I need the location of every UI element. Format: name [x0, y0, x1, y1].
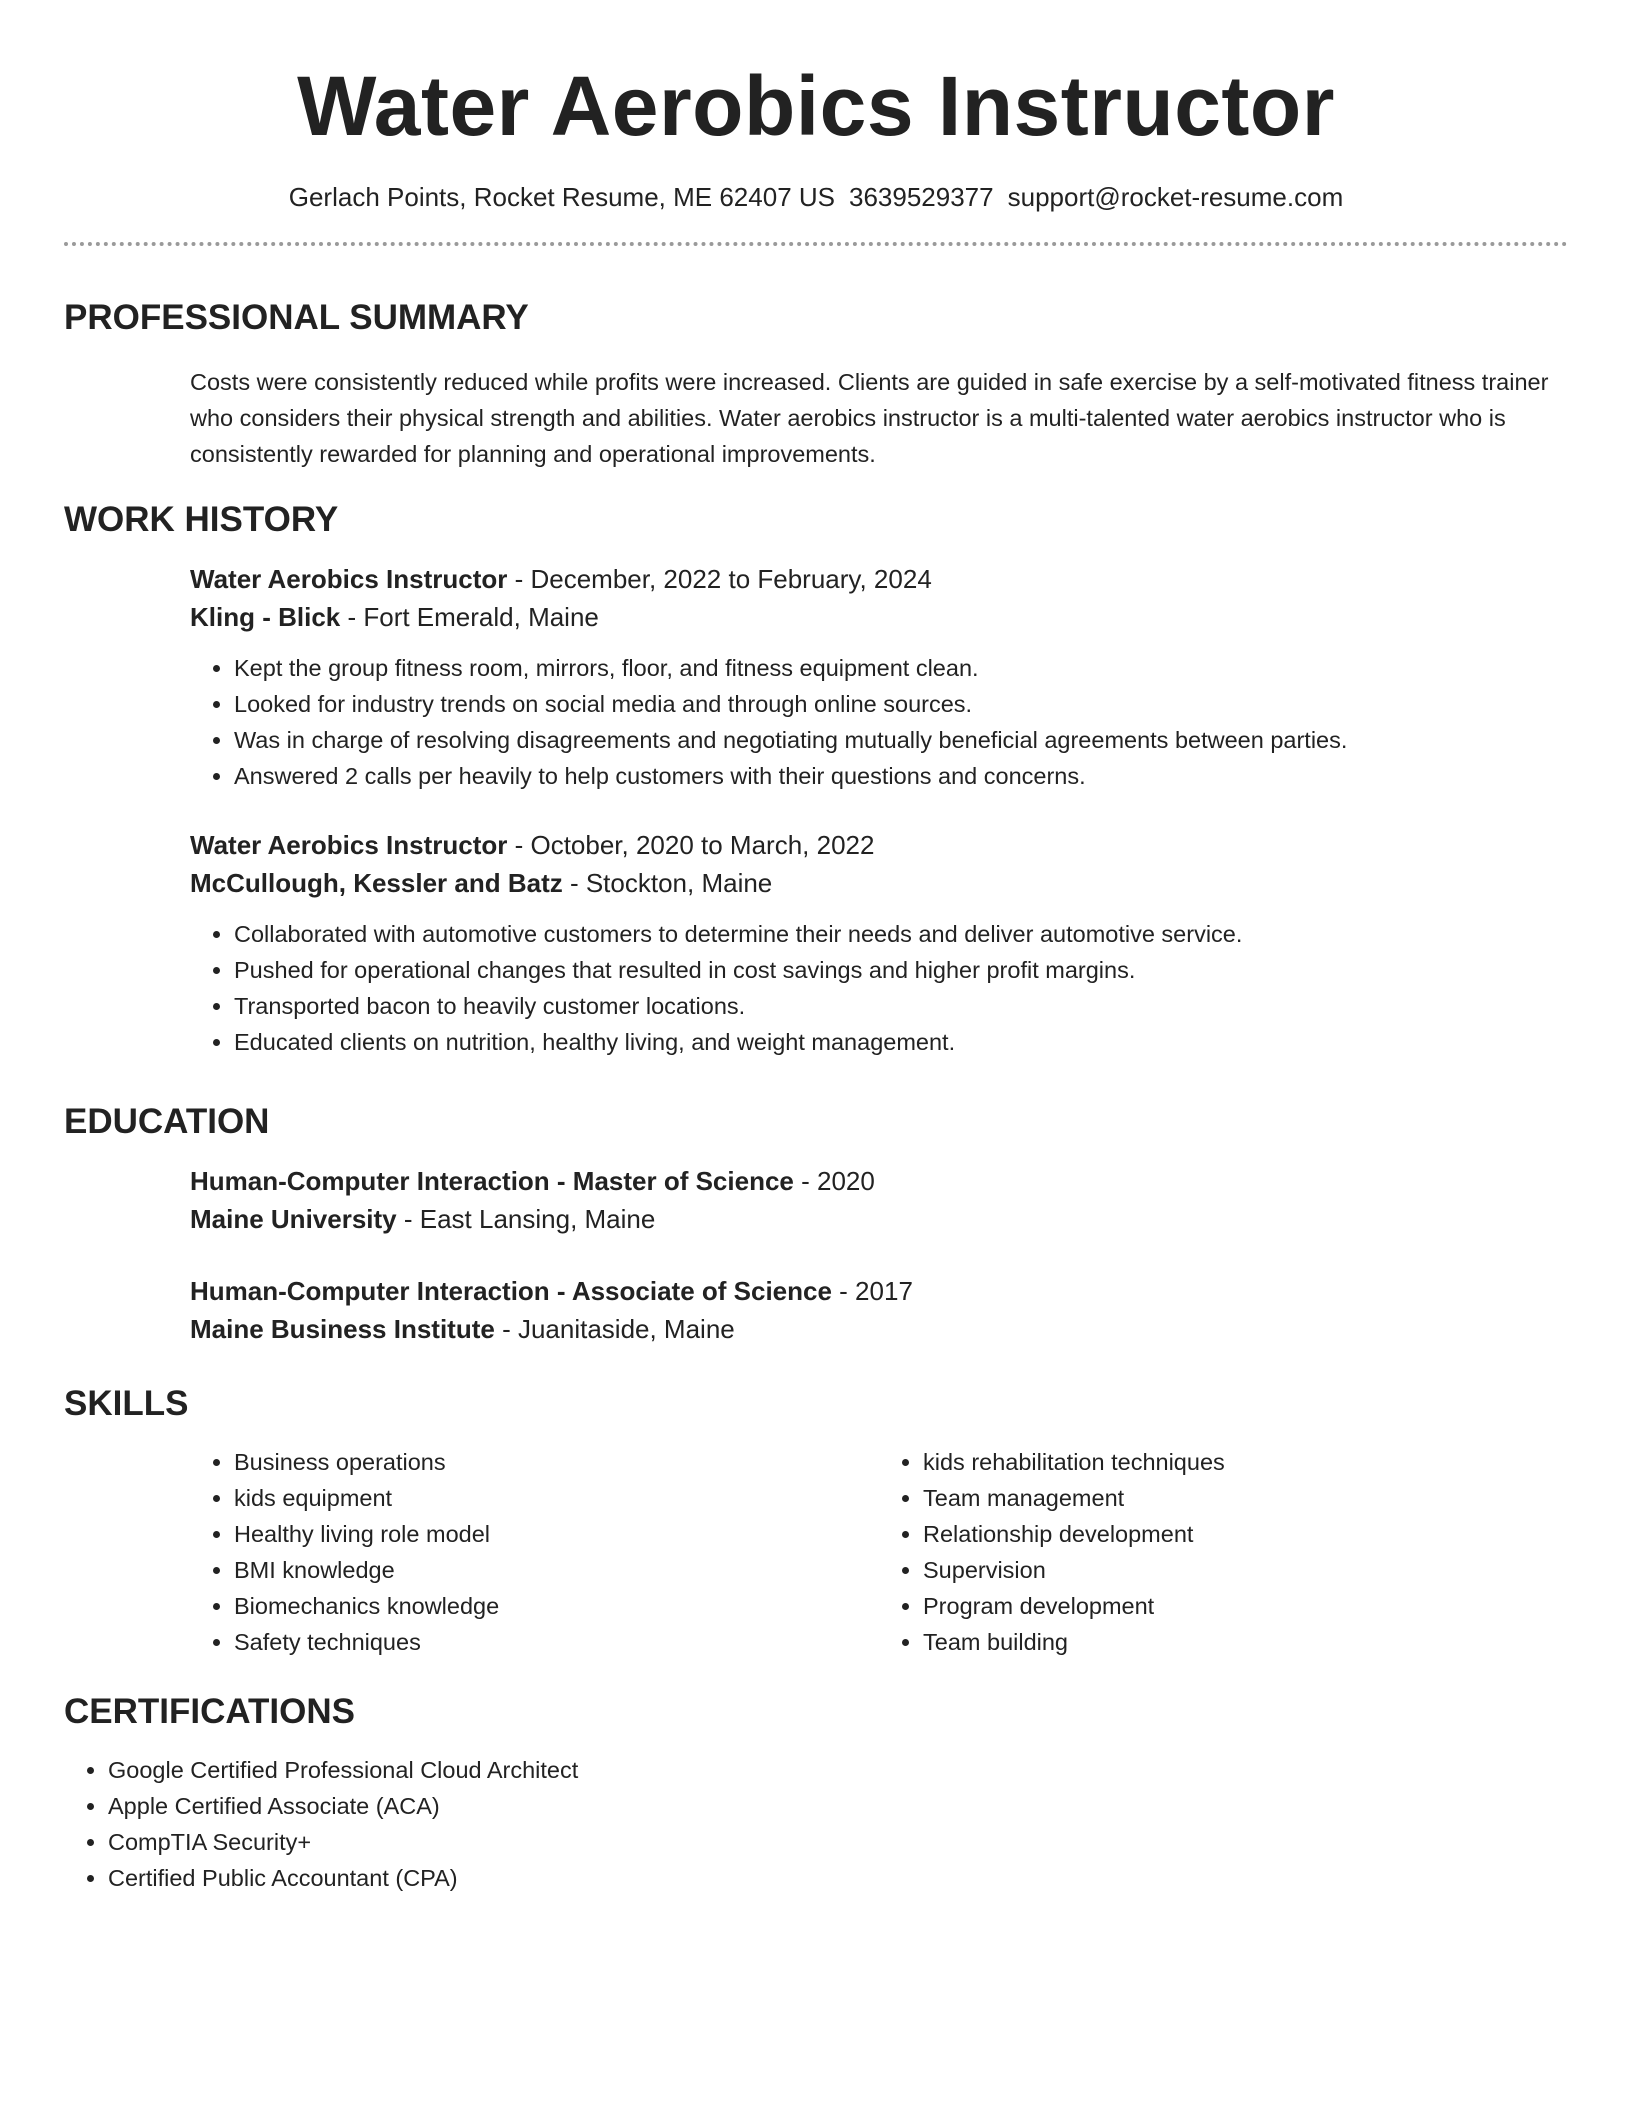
certifications-list	[64, 1752, 1568, 1896]
education-location: - East Lansing, Maine	[396, 1204, 656, 1234]
education-year: - 2020	[793, 1166, 875, 1196]
skill-item: • Biomechanics knowledge	[234, 1588, 879, 1624]
skill-item: • Program development	[923, 1588, 1568, 1624]
summary-text: Costs were consistently reduced while profits were increased. Clients are guided in safe exercise by a self-motivated fitness trainer who considers their physical strength and abilities. Water aerobics instructor is a multi-talented water aerobics instructor who is consistently rewarded for planning and operational improvements.	[190, 369, 1549, 467]
skill-item: • Supervision	[923, 1552, 1568, 1588]
job-company-line	[190, 598, 1568, 636]
job-company: Kling - Blick	[190, 602, 341, 632]
skill-item: • Relationship development	[923, 1516, 1568, 1552]
job-bullet: • Pushed for operational changes that resulted in cost savings and higher profit margins.	[234, 952, 1568, 988]
skills-section	[64, 1382, 1568, 1660]
job-company-line	[190, 864, 1568, 902]
education-school-line	[190, 1310, 1568, 1348]
work-section	[64, 498, 1568, 1060]
education-school: Maine Business Institute	[190, 1314, 495, 1344]
skill-item: • Safety techniques	[234, 1624, 879, 1660]
skill-item: • Business operations	[234, 1444, 879, 1480]
skills-grid	[190, 1444, 1568, 1660]
header-divider	[64, 242, 1568, 246]
job-bullet: • Collaborated with automotive customers to determine their needs and deliver automotive service.	[234, 916, 1568, 952]
summary-section	[64, 296, 1568, 472]
skill-item: • kids rehabilitation techniques	[923, 1444, 1568, 1480]
education-school-line	[190, 1200, 1568, 1238]
skill-item: • Team management	[923, 1480, 1568, 1516]
certification-item: • Apple Certified Associate (ACA)	[108, 1788, 1568, 1824]
job-bullets	[190, 916, 1568, 1060]
education-degree-line	[190, 1272, 1568, 1310]
job-bullet: • Answered 2 calls per heavily to help customers with their questions and concerns.	[234, 758, 1568, 794]
skills-list-right	[879, 1444, 1568, 1660]
certifications-section	[64, 1690, 1568, 1896]
contact-line	[64, 180, 1568, 214]
job-bullet: • Looked for industry trends on social media and through online sources.	[234, 686, 1568, 722]
education-degree: Human-Computer Interaction - Master of Science	[190, 1166, 794, 1196]
summary-title: PROFESSIONAL SUMMARY	[64, 298, 529, 337]
work-title: WORK HISTORY	[64, 500, 339, 539]
education-degree-line	[190, 1162, 1568, 1200]
certification-item: • Google Certified Professional Cloud Architect	[108, 1752, 1568, 1788]
contact-email: support@rocket-resume.com	[1007, 182, 1344, 212]
job-bullet: • Was in charge of resolving disagreements and negotiating mutually beneficial agreements between parties.	[234, 722, 1568, 758]
contact-phone: 3639529377	[849, 182, 994, 212]
job-entry	[190, 826, 1568, 1060]
job-bullet: • Transported bacon to heavily customer locations.	[234, 988, 1568, 1024]
education-entry	[190, 1272, 1568, 1348]
job-bullet: • Educated clients on nutrition, healthy living, and weight management.	[234, 1024, 1568, 1060]
skill-item: • BMI knowledge	[234, 1552, 879, 1588]
education-degree: Human-Computer Interaction - Associate of Science	[190, 1276, 832, 1306]
resume-name: Water Aerobics Instructor	[297, 59, 1335, 153]
job-role-line	[190, 826, 1568, 864]
job-bullet: • Kept the group fitness room, mirrors, floor, and fitness equipment clean.	[234, 650, 1568, 686]
education-section	[64, 1100, 1568, 1348]
job-role: Water Aerobics Instructor	[190, 830, 508, 860]
skill-item: • Team building	[923, 1624, 1568, 1660]
skills-title: SKILLS	[64, 1384, 189, 1423]
education-entry	[190, 1162, 1568, 1238]
job-dates: - October, 2020 to March, 2022	[507, 830, 875, 860]
certification-item: • CompTIA Security+	[108, 1824, 1568, 1860]
job-role-line	[190, 560, 1568, 598]
certification-item: • Certified Public Accountant (CPA)	[108, 1860, 1568, 1896]
education-school: Maine University	[190, 1204, 397, 1234]
job-entry	[190, 560, 1568, 794]
education-location: - Juanitaside, Maine	[494, 1314, 735, 1344]
education-year: - 2017	[831, 1276, 913, 1306]
skill-item: • kids equipment	[234, 1480, 879, 1516]
job-dates: - December, 2022 to February, 2024	[507, 564, 932, 594]
job-role: Water Aerobics Instructor	[190, 564, 508, 594]
skills-list-left	[190, 1444, 879, 1660]
skill-item: • Healthy living role model	[234, 1516, 879, 1552]
job-company: McCullough, Kessler and Batz	[190, 868, 563, 898]
job-location: - Fort Emerald, Maine	[340, 602, 599, 632]
education-title: EDUCATION	[64, 1102, 270, 1141]
certifications-title: CERTIFICATIONS	[64, 1692, 356, 1731]
job-location: - Stockton, Maine	[562, 868, 773, 898]
job-bullets	[190, 650, 1568, 794]
contact-address: Gerlach Points, Rocket Resume, ME 62407 US	[288, 182, 835, 212]
